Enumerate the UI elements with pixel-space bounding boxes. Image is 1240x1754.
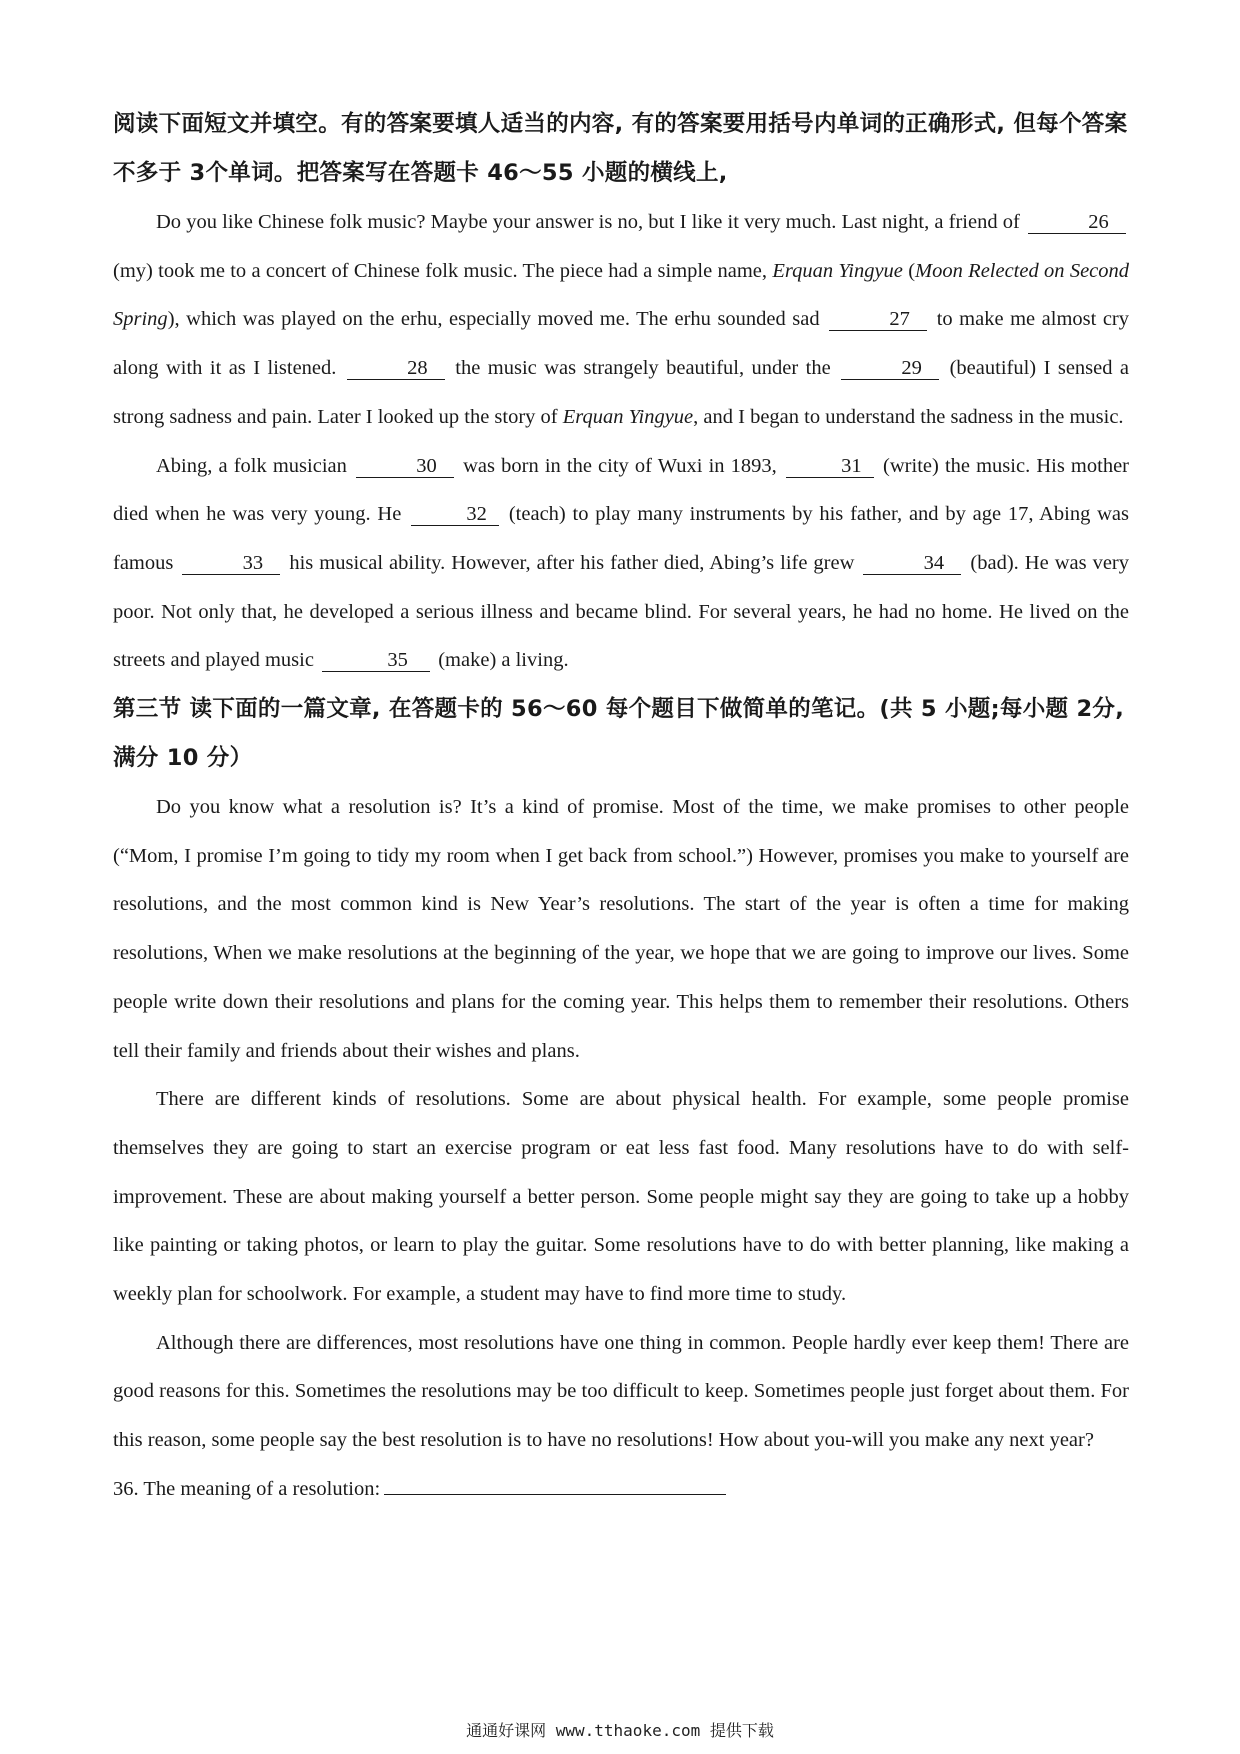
answer-line-36[interactable] [384, 1472, 726, 1495]
blank-33[interactable]: 33 [182, 552, 280, 575]
blank-34[interactable]: 34 [863, 552, 961, 575]
music-title-translation: Moon Relected on Second Spring [113, 259, 1130, 331]
blank-35[interactable]: 35 [322, 649, 430, 672]
passage1-paragraph1: Do you like Chinese folk music? Maybe your answer is no, but I like it very much. Last night, a friend of 26 (my) took me to a concert of Chinese folk music. The piece had a simple name, Erquan Yingyue (Moon Relected on Second Spring), which was played on the erhu, especially moved me. The erhu sounded sad 27 to make me almost cry along with it as I listened. 28 the music was strangely beautiful, under the 29 (beautiful) I sensed a strong sadness and pain. Later I looked up the story of Erquan Yingyue, and I began to understand the sadness in the music. [113, 211, 1130, 428]
music-title-2: Erquan Yingyue [562, 405, 694, 428]
section2-instructions: 阅读下面短文并填空。有的答案要填人适当的内容, 有的答案要用括号内单词的正确形式, 但每个答案不多于 3个单词。把答案写在答题卡 46～55 小题的横线上, [113, 111, 1128, 186]
blank-29[interactable]: 29 [841, 357, 939, 380]
blank-28[interactable]: 28 [347, 357, 445, 380]
blank-30[interactable]: 30 [356, 455, 454, 478]
blank-27[interactable]: 27 [829, 308, 927, 331]
passage1-paragraph2: Abing, a folk musician 30 was born in the city of Wuxi in 1893, 31 (write) the music. His mother died when he was very young. He 32 (teach) to play many instruments by his father, and by age 17, Abing was famous 33 his musical ability. However, after his father died, Abing’s life grew 34 (bad). He was very poor. Not only that, he developed a serious illness and became blind. For several years, he had no home. He lived on the streets and played music 35 (make) a living. [113, 454, 1130, 672]
passage2-paragraph3: Although there are differences, most resolutions have one thing in common. People hardly ever keep them! There are good reasons for this. Sometimes the resolutions may be too difficult to keep. Sometimes people just forget about them. For this reason, some people say the best resolution is to have no resolutions! How about you-will you make any next year? [113, 1331, 1129, 1452]
question-36: 36. The meaning of a resolution: [113, 1465, 1129, 1514]
section3-heading: 第三节 读下面的一篇文章, 在答题卡的 56～60 每个题目下做简单的笔记。(共 5 小题;每小题 2分, 满分 10 分） [113, 696, 1125, 772]
passage2-paragraph2: There are different kinds of resolutions. Some are about physical health. For example, some people promise themselves they are going to start an exercise program or eat less fast food. Many resolutions have to do with self-improvement. These are about making yourself a better person. Some people might say they are going to take up a hobby like painting or taking photos, or learn to play the guitar. Some resolutions have to do with better planning, like making a weekly plan for schoolwork. For example, a student may have to find more time to study. [113, 1088, 1129, 1306]
blank-32[interactable]: 32 [411, 503, 499, 526]
blank-31[interactable]: 31 [786, 455, 874, 478]
footer-watermark: 通通好课网 www.tthaoke.com 提供下载 [466, 1721, 774, 1740]
passage2-paragraph1: Do you know what a resolution is? It’s a kind of promise. Most of the time, we make promises to other people (“Mom, I promise I’m going to tidy my room when I get back from school.”) However, promises you make to yourself are resolutions, and the most common kind is New Year’s resolutions. The start of the year is often a time for making resolutions, When we make resolutions at the beginning of the year, we hope that we are going to improve our lives. Some people write down their resolutions and plans for the coming year. This helps them to remember their resolutions. Others tell their family and friends about their wishes and plans. [113, 796, 1129, 1062]
blank-26[interactable]: 26 [1028, 211, 1126, 234]
document-page [113, 100, 1129, 1514]
music-title: Erquan Yingyue [772, 259, 903, 282]
